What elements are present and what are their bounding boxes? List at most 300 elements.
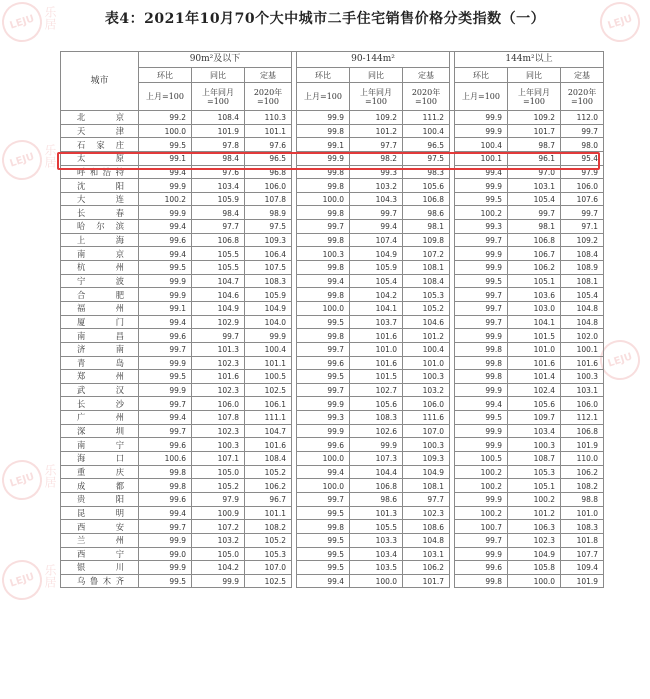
index-value: 112.0	[561, 111, 604, 125]
base-header-mom: 上月=100	[139, 83, 192, 111]
city-name: 海口	[61, 452, 139, 466]
index-value: 99.7	[455, 315, 508, 329]
group-header-large: 144m²以上	[455, 52, 604, 68]
table-row	[61, 533, 604, 547]
index-value: 96.5	[403, 138, 450, 152]
index-value: 104.9	[403, 465, 450, 479]
index-value: 99.9	[297, 424, 350, 438]
sub-header-mom: 环比	[139, 68, 192, 83]
index-value: 99.8	[455, 370, 508, 384]
base-header-base: 2020年=100	[403, 83, 450, 111]
table-row	[61, 138, 604, 152]
index-value: 106.2	[245, 479, 292, 493]
index-value: 103.1	[561, 383, 604, 397]
index-value: 101.9	[561, 574, 604, 588]
index-value: 97.9	[561, 165, 604, 179]
table-row	[61, 124, 604, 138]
index-value: 100.4	[403, 124, 450, 138]
city-name: 上海	[61, 233, 139, 247]
index-value: 100.1	[561, 342, 604, 356]
index-value: 105.6	[508, 397, 561, 411]
index-value: 106.0	[245, 179, 292, 193]
index-value: 101.4	[508, 370, 561, 384]
index-value: 101.8	[561, 533, 604, 547]
index-value: 108.1	[403, 261, 450, 275]
index-value: 99.9	[245, 329, 292, 343]
index-value: 107.0	[245, 561, 292, 575]
city-name: 武汉	[61, 383, 139, 397]
city-name: 贵阳	[61, 492, 139, 506]
index-value: 99.6	[455, 561, 508, 575]
index-value: 99.5	[139, 261, 192, 275]
index-value: 99.9	[455, 438, 508, 452]
table-row	[61, 111, 604, 125]
index-value: 99.1	[139, 151, 192, 165]
sub-header-yoy: 同比	[192, 68, 245, 83]
index-value: 103.5	[350, 561, 403, 575]
index-value: 103.1	[403, 547, 450, 561]
index-value: 99.3	[455, 220, 508, 234]
index-value: 105.8	[508, 561, 561, 575]
city-name: 西安	[61, 520, 139, 534]
table-body	[61, 111, 604, 588]
city-name: 呼和浩特	[61, 165, 139, 179]
index-value: 108.3	[561, 520, 604, 534]
city-name: 福州	[61, 301, 139, 315]
index-value: 105.9	[350, 261, 403, 275]
index-value: 99.9	[297, 151, 350, 165]
index-value: 104.8	[561, 301, 604, 315]
index-value: 101.7	[403, 574, 450, 588]
index-value: 99.9	[192, 574, 245, 588]
base-header-yoy: 上年同月=100	[192, 83, 245, 111]
index-value: 100.3	[508, 438, 561, 452]
table-row	[61, 561, 604, 575]
index-value: 100.2	[508, 492, 561, 506]
index-value: 103.2	[403, 383, 450, 397]
table-row	[61, 206, 604, 220]
index-value: 99.6	[139, 329, 192, 343]
index-value: 98.8	[561, 492, 604, 506]
header-row-types	[61, 68, 604, 83]
header-row-groups	[61, 52, 604, 68]
index-value: 101.2	[508, 506, 561, 520]
index-value: 99.7	[139, 520, 192, 534]
index-value: 99.6	[297, 356, 350, 370]
index-value: 105.1	[508, 479, 561, 493]
city-name: 天津	[61, 124, 139, 138]
index-value: 99.7	[455, 288, 508, 302]
index-value: 103.7	[350, 315, 403, 329]
index-value: 102.3	[192, 424, 245, 438]
index-value: 106.4	[245, 247, 292, 261]
city-name: 南京	[61, 247, 139, 261]
table-row	[61, 247, 604, 261]
index-value: 99.7	[455, 533, 508, 547]
index-value: 107.7	[561, 547, 604, 561]
index-value: 103.4	[508, 424, 561, 438]
table-row	[61, 520, 604, 534]
index-value: 107.4	[350, 233, 403, 247]
index-value: 101.6	[508, 356, 561, 370]
index-value: 99.7	[139, 397, 192, 411]
index-value: 99.9	[139, 179, 192, 193]
index-value: 104.9	[508, 547, 561, 561]
table-row	[61, 492, 604, 506]
index-value: 104.1	[350, 301, 403, 315]
sub-header-base: 定基	[561, 68, 604, 83]
index-value: 99.4	[139, 165, 192, 179]
index-value: 100.0	[508, 574, 561, 588]
index-value: 109.3	[245, 233, 292, 247]
table-row	[61, 574, 604, 588]
index-value: 109.4	[561, 561, 604, 575]
watermark-logo: LEJU 乐居	[2, 460, 42, 500]
index-value: 96.1	[508, 151, 561, 165]
index-value: 106.2	[508, 261, 561, 275]
table-row	[61, 220, 604, 234]
index-value: 99.8	[297, 288, 350, 302]
table-row	[61, 424, 604, 438]
index-value: 99.5	[455, 411, 508, 425]
index-value: 99.4	[139, 315, 192, 329]
index-value: 100.6	[139, 452, 192, 466]
base-header-mom: 上月=100	[455, 83, 508, 111]
index-value: 99.9	[455, 111, 508, 125]
index-value: 101.7	[508, 124, 561, 138]
index-value: 98.0	[561, 138, 604, 152]
city-name: 合肥	[61, 288, 139, 302]
index-value: 99.4	[455, 397, 508, 411]
watermark-logo: LEJU 乐居	[2, 2, 42, 42]
index-value: 101.6	[561, 356, 604, 370]
index-value: 99.7	[192, 329, 245, 343]
sub-header-yoy: 同比	[350, 68, 403, 83]
index-value: 99.8	[297, 206, 350, 220]
base-header-mom: 上月=100	[297, 83, 350, 111]
index-value: 102.5	[245, 574, 292, 588]
index-value: 100.4	[245, 342, 292, 356]
index-value: 109.2	[350, 111, 403, 125]
index-value: 99.9	[455, 124, 508, 138]
sub-header-mom: 环比	[297, 68, 350, 83]
index-value: 99.7	[508, 206, 561, 220]
index-value: 99.5	[455, 192, 508, 206]
index-value: 99.5	[297, 547, 350, 561]
index-value: 111.6	[403, 411, 450, 425]
index-value: 100.5	[245, 370, 292, 384]
index-value: 101.1	[245, 124, 292, 138]
index-value: 97.6	[245, 138, 292, 152]
index-value: 108.9	[561, 261, 604, 275]
city-name: 北京	[61, 111, 139, 125]
index-value: 105.0	[192, 547, 245, 561]
city-name: 青岛	[61, 356, 139, 370]
index-value: 102.4	[508, 383, 561, 397]
index-value: 105.6	[403, 179, 450, 193]
index-value: 99.4	[139, 506, 192, 520]
index-value: 105.9	[245, 288, 292, 302]
index-value: 109.2	[508, 111, 561, 125]
index-value: 97.7	[192, 220, 245, 234]
index-value: 100.2	[455, 479, 508, 493]
index-value: 97.6	[192, 165, 245, 179]
index-value: 107.2	[192, 520, 245, 534]
index-value: 101.0	[561, 506, 604, 520]
index-value: 97.9	[192, 492, 245, 506]
city-name: 郑州	[61, 370, 139, 384]
table-row	[61, 479, 604, 493]
index-value: 105.5	[192, 261, 245, 275]
index-value: 99.8	[139, 479, 192, 493]
index-value: 99.7	[139, 424, 192, 438]
index-value: 98.1	[508, 220, 561, 234]
index-value: 99.4	[297, 574, 350, 588]
table-row	[61, 397, 604, 411]
index-value: 102.3	[508, 533, 561, 547]
index-value: 108.2	[561, 479, 604, 493]
index-value: 99.9	[455, 329, 508, 343]
index-value: 101.0	[508, 342, 561, 356]
index-value: 99.9	[139, 561, 192, 575]
index-value: 99.6	[297, 438, 350, 452]
index-value: 105.5	[350, 520, 403, 534]
index-value: 106.0	[192, 397, 245, 411]
city-name: 银川	[61, 561, 139, 575]
group-header-medium: 90-144m²	[297, 52, 450, 68]
index-value: 99.7	[350, 206, 403, 220]
index-value: 108.4	[192, 111, 245, 125]
index-value: 97.0	[508, 165, 561, 179]
index-value: 99.8	[297, 165, 350, 179]
index-value: 101.1	[245, 356, 292, 370]
index-value: 100.0	[139, 124, 192, 138]
index-value: 101.0	[403, 356, 450, 370]
table-row	[61, 233, 604, 247]
price-index-table	[60, 51, 604, 588]
index-value: 99.9	[139, 206, 192, 220]
index-value: 100.0	[297, 301, 350, 315]
index-value: 102.9	[192, 315, 245, 329]
index-value: 99.7	[561, 206, 604, 220]
index-value: 106.2	[561, 465, 604, 479]
index-value: 98.4	[192, 206, 245, 220]
sub-header-yoy: 同比	[508, 68, 561, 83]
index-value: 99.5	[297, 315, 350, 329]
index-value: 105.3	[508, 465, 561, 479]
index-value: 103.3	[350, 533, 403, 547]
sub-header-mom: 环比	[455, 68, 508, 83]
index-value: 99.7	[297, 342, 350, 356]
index-value: 101.3	[192, 342, 245, 356]
index-value: 99.5	[139, 370, 192, 384]
index-value: 100.4	[403, 342, 450, 356]
index-value: 103.4	[192, 179, 245, 193]
index-value: 106.1	[245, 397, 292, 411]
table-row	[61, 192, 604, 206]
index-value: 99.7	[297, 492, 350, 506]
table-row	[61, 370, 604, 384]
index-value: 100.0	[297, 192, 350, 206]
index-value: 108.6	[403, 520, 450, 534]
index-value: 101.6	[350, 356, 403, 370]
index-value: 97.7	[350, 138, 403, 152]
index-value: 105.6	[350, 397, 403, 411]
city-name: 深圳	[61, 424, 139, 438]
base-header-yoy: 上年同月=100	[350, 83, 403, 111]
index-value: 104.6	[192, 288, 245, 302]
city-name: 南宁	[61, 438, 139, 452]
table-row	[61, 165, 604, 179]
index-value: 105.2	[245, 533, 292, 547]
index-value: 105.1	[508, 274, 561, 288]
index-value: 99.8	[455, 574, 508, 588]
index-value: 104.7	[245, 424, 292, 438]
city-name: 济南	[61, 342, 139, 356]
index-value: 104.8	[403, 533, 450, 547]
index-value: 102.3	[192, 356, 245, 370]
index-value: 100.5	[455, 452, 508, 466]
index-value: 106.7	[508, 247, 561, 261]
index-value: 99.4	[139, 220, 192, 234]
index-value: 99.7	[297, 383, 350, 397]
index-value: 99.1	[297, 138, 350, 152]
city-name: 重庆	[61, 465, 139, 479]
index-value: 101.3	[350, 506, 403, 520]
index-value: 99.8	[297, 179, 350, 193]
index-value: 101.2	[403, 329, 450, 343]
index-value: 112.1	[561, 411, 604, 425]
index-value: 107.3	[350, 452, 403, 466]
index-value: 99.9	[455, 247, 508, 261]
index-value: 101.5	[508, 329, 561, 343]
index-value: 104.7	[192, 274, 245, 288]
index-value: 102.6	[350, 424, 403, 438]
index-value: 101.1	[245, 506, 292, 520]
index-value: 100.4	[455, 138, 508, 152]
index-value: 97.5	[245, 220, 292, 234]
index-value: 99.9	[139, 533, 192, 547]
city-name: 兰州	[61, 533, 139, 547]
index-value: 104.0	[245, 315, 292, 329]
index-value: 99.9	[139, 274, 192, 288]
index-value: 102.7	[350, 383, 403, 397]
table-row	[61, 547, 604, 561]
index-value: 106.8	[192, 233, 245, 247]
city-name: 石家庄	[61, 138, 139, 152]
index-value: 99.2	[139, 111, 192, 125]
index-value: 108.1	[561, 274, 604, 288]
index-value: 108.4	[561, 247, 604, 261]
base-header-base: 2020年=100	[561, 83, 604, 111]
index-value: 99.7	[561, 124, 604, 138]
index-value: 100.0	[297, 479, 350, 493]
index-value: 98.6	[403, 206, 450, 220]
index-value: 109.7	[508, 411, 561, 425]
index-value: 100.2	[455, 465, 508, 479]
index-value: 104.9	[350, 247, 403, 261]
index-value: 106.8	[403, 192, 450, 206]
city-name: 南昌	[61, 329, 139, 343]
index-value: 99.8	[297, 329, 350, 343]
index-value: 96.5	[245, 151, 292, 165]
city-name: 长春	[61, 206, 139, 220]
index-value: 98.1	[403, 220, 450, 234]
index-value: 107.8	[192, 411, 245, 425]
index-value: 98.4	[192, 151, 245, 165]
city-name: 长沙	[61, 397, 139, 411]
table-row	[61, 274, 604, 288]
index-value: 99.9	[455, 383, 508, 397]
base-header-yoy: 上年同月=100	[508, 83, 561, 111]
table-row	[61, 342, 604, 356]
index-value: 103.2	[192, 533, 245, 547]
index-value: 103.4	[350, 547, 403, 561]
table-row	[61, 151, 604, 165]
index-value: 99.9	[455, 179, 508, 193]
sub-header-base: 定基	[403, 68, 450, 83]
index-value: 106.8	[561, 424, 604, 438]
index-value: 101.5	[350, 370, 403, 384]
city-name: 哈尔滨	[61, 220, 139, 234]
index-value: 98.7	[508, 138, 561, 152]
watermark-logo: LEJU 乐居	[2, 560, 42, 600]
index-value: 100.7	[455, 520, 508, 534]
index-value: 109.8	[403, 233, 450, 247]
table-row	[61, 315, 604, 329]
index-value: 99.3	[350, 165, 403, 179]
index-value: 99.6	[139, 233, 192, 247]
index-value: 99.9	[455, 547, 508, 561]
city-name: 宁波	[61, 274, 139, 288]
index-value: 99.5	[455, 274, 508, 288]
index-value: 105.5	[192, 247, 245, 261]
index-value: 105.2	[245, 465, 292, 479]
index-value: 107.1	[192, 452, 245, 466]
index-value: 99.3	[297, 411, 350, 425]
index-value: 106.0	[561, 179, 604, 193]
city-name: 沈阳	[61, 179, 139, 193]
index-value: 99.8	[455, 342, 508, 356]
index-value: 108.4	[245, 452, 292, 466]
index-value: 106.0	[561, 397, 604, 411]
index-value: 97.7	[403, 492, 450, 506]
index-value: 99.4	[297, 274, 350, 288]
index-value: 97.8	[192, 138, 245, 152]
index-value: 99.9	[455, 261, 508, 275]
city-name: 成都	[61, 479, 139, 493]
index-value: 100.9	[192, 506, 245, 520]
city-name: 乌鲁木齐	[61, 574, 139, 588]
price-index-table-container	[60, 51, 604, 588]
index-value: 108.3	[245, 274, 292, 288]
index-value: 100.0	[350, 574, 403, 588]
index-value: 99.5	[297, 533, 350, 547]
group-header-small: 90m²及以下	[139, 52, 292, 68]
index-value: 102.5	[245, 383, 292, 397]
index-value: 99.9	[350, 438, 403, 452]
watermark-logo: LEJU	[600, 340, 640, 380]
watermark-logo: LEJU 乐居	[2, 140, 42, 180]
index-value: 104.6	[403, 315, 450, 329]
index-value: 103.6	[508, 288, 561, 302]
index-value: 107.2	[403, 247, 450, 261]
index-value: 98.2	[350, 151, 403, 165]
index-value: 98.9	[245, 206, 292, 220]
index-value: 99.9	[139, 356, 192, 370]
index-value: 100.3	[192, 438, 245, 452]
index-value: 103.0	[508, 301, 561, 315]
